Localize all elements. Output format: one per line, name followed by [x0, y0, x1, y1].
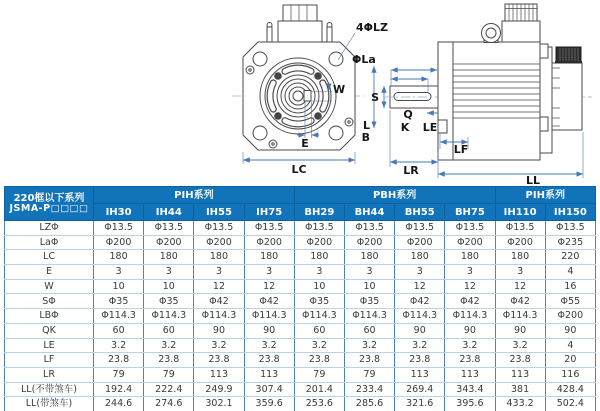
model-column-header: BH44	[344, 204, 394, 221]
spec-cell: Φ114.3	[395, 309, 445, 324]
spec-cell: 79	[144, 367, 194, 382]
spec-cell: Φ200	[344, 235, 394, 250]
spec-table	[4, 186, 596, 411]
spec-cell: 60	[144, 323, 194, 338]
spec-cell: Φ42	[495, 294, 545, 309]
spec-cell: 3	[94, 265, 144, 280]
spec-cell: 180	[445, 250, 495, 265]
spec-cell: 16	[545, 279, 595, 294]
spec-cell: 60	[294, 323, 344, 338]
dim-label-pilot-l: L	[362, 119, 370, 132]
spec-cell: 116	[545, 367, 595, 382]
row-label: LL(带煞车)	[5, 397, 94, 411]
corner-header-line1: 220框以下系列	[13, 192, 85, 204]
row-label: LaΦ	[5, 235, 94, 250]
spec-cell: Φ13.5	[445, 221, 495, 236]
spec-cell: 113	[194, 367, 244, 382]
table-row	[5, 367, 596, 382]
spec-cell: 12	[395, 279, 445, 294]
spec-cell: 10	[94, 279, 144, 294]
spec-cell: 90	[194, 323, 244, 338]
spec-cell: 274.6	[144, 397, 194, 411]
spec-cell: Φ35	[294, 294, 344, 309]
spec-cell: 4	[545, 265, 595, 280]
spec-cell: 285.6	[344, 397, 394, 411]
row-label: LC	[5, 250, 94, 265]
spec-cell: 12	[495, 279, 545, 294]
spec-table-header	[5, 187, 596, 221]
table-row	[5, 338, 596, 353]
table-row	[5, 323, 596, 338]
spec-cell: Φ35	[344, 294, 394, 309]
spec-cell: 90	[445, 323, 495, 338]
table-row	[5, 235, 596, 250]
spec-cell: Φ42	[244, 294, 294, 309]
spec-cell: 220	[545, 250, 595, 265]
table-row	[5, 353, 596, 368]
series-group-header: PIH系列	[495, 187, 596, 204]
header-model-row	[5, 204, 596, 221]
dim-label-flange-le: LE	[422, 121, 438, 134]
spec-cell: Φ13.5	[144, 221, 194, 236]
spec-cell: 395.6	[445, 397, 495, 411]
model-column-header: IH55	[194, 204, 244, 221]
spec-cell: Φ114.3	[445, 309, 495, 324]
row-label: W	[5, 279, 94, 294]
spec-cell: 20	[545, 353, 595, 368]
spec-cell: 113	[445, 367, 495, 382]
shaft-keyway	[304, 91, 311, 102]
spec-cell: Φ13.5	[294, 221, 344, 236]
dim-label-keyway-width: W	[333, 83, 346, 96]
row-label: LE	[5, 338, 94, 353]
row-label: LBΦ	[5, 309, 94, 324]
spec-cell: 3	[144, 265, 194, 280]
model-column-header: IH75	[244, 204, 294, 221]
spec-cell: 12	[445, 279, 495, 294]
spec-cell: 23.8	[94, 353, 144, 368]
spec-cell: 3	[445, 265, 495, 280]
table-row	[5, 397, 596, 411]
row-label: QK	[5, 323, 94, 338]
corner-header-cell	[5, 187, 94, 221]
dim-label-shaft-len: LR	[403, 164, 419, 177]
spec-cell: 4	[545, 338, 595, 353]
dim-label-flange-pilot: ΦLa	[352, 53, 376, 66]
spec-cell: 3	[244, 265, 294, 280]
spec-cell: 3	[395, 265, 445, 280]
spec-cell: Φ13.5	[94, 221, 144, 236]
spec-cell: 269.4	[395, 382, 445, 397]
spec-cell: Φ200	[545, 309, 595, 324]
spec-cell: 10	[144, 279, 194, 294]
spec-cell: Φ114.3	[194, 309, 244, 324]
spec-cell: 359.6	[244, 397, 294, 411]
table-row	[5, 250, 596, 265]
spec-cell: Φ200	[194, 235, 244, 250]
spec-cell: 90	[244, 323, 294, 338]
row-label: LF	[5, 353, 94, 368]
spec-cell: 302.1	[194, 397, 244, 411]
dim-label-keyway-offset: E	[301, 137, 309, 150]
spec-cell: 12	[244, 279, 294, 294]
spec-cell: Φ35	[94, 294, 144, 309]
spec-cell: 3.2	[395, 338, 445, 353]
row-label: E	[5, 265, 94, 280]
spec-cell: 3.2	[445, 338, 495, 353]
motor-dimension-drawing	[0, 0, 600, 186]
spec-cell: 79	[294, 367, 344, 382]
dim-label-key-k: K	[400, 121, 410, 134]
table-row	[5, 382, 596, 397]
spec-cell: 180	[194, 250, 244, 265]
spec-cell: 222.4	[144, 382, 194, 397]
spec-cell: 3.2	[94, 338, 144, 353]
corner-header-line2: JSMA-P□□□□	[9, 202, 89, 214]
spec-cell: 10	[344, 279, 394, 294]
spec-cell: Φ13.5	[194, 221, 244, 236]
dim-label-flange-size: LC	[291, 163, 307, 176]
model-column-header: IH150	[545, 204, 595, 221]
spec-cell: 3.2	[144, 338, 194, 353]
model-column-header: BH75	[445, 204, 495, 221]
spec-cell: 79	[344, 367, 394, 382]
power-connector-side	[502, 4, 540, 42]
dim-label-flange-lf: LF	[453, 143, 469, 156]
spec-cell: 3	[194, 265, 244, 280]
spec-cell: 180	[244, 250, 294, 265]
spec-cell: 90	[495, 323, 545, 338]
encoder-connector	[555, 47, 582, 64]
spec-cell: Φ114.3	[94, 309, 144, 324]
spec-cell: 180	[395, 250, 445, 265]
model-column-header: BH29	[294, 204, 344, 221]
spec-cell: Φ13.5	[545, 221, 595, 236]
spec-table-wrap	[4, 186, 596, 411]
spec-cell: 192.4	[94, 382, 144, 397]
spec-cell: 249.9	[194, 382, 244, 397]
eyebolt	[482, 24, 501, 43]
spec-cell: 3.2	[244, 338, 294, 353]
table-row	[5, 221, 596, 236]
spec-cell: 23.8	[495, 353, 545, 368]
spec-cell: Φ13.5	[344, 221, 394, 236]
spec-cell: 180	[94, 250, 144, 265]
spec-cell: 343.4	[445, 382, 495, 397]
spec-cell: Φ13.5	[244, 221, 294, 236]
row-label: SΦ	[5, 294, 94, 309]
spec-cell: 307.4	[244, 382, 294, 397]
spec-cell: 180	[344, 250, 394, 265]
spec-cell: 10	[294, 279, 344, 294]
spec-cell: 23.8	[445, 353, 495, 368]
spec-cell: Φ235	[545, 235, 595, 250]
spec-cell: 113	[395, 367, 445, 382]
spec-cell: Φ114.3	[294, 309, 344, 324]
dim-label-total-len: LL	[525, 174, 541, 186]
table-row	[5, 309, 596, 324]
spec-cell: 60	[344, 323, 394, 338]
spec-cell: 90	[545, 323, 595, 338]
spec-cell: Φ114.3	[244, 309, 294, 324]
front-view	[232, 5, 388, 176]
row-label: LZΦ	[5, 221, 94, 236]
spec-cell: Φ200	[445, 235, 495, 250]
spec-cell: Φ55	[545, 294, 595, 309]
spec-cell: 3	[495, 265, 545, 280]
model-column-header: BH55	[395, 204, 445, 221]
row-label: LL(不带煞车)	[5, 382, 94, 397]
series-group-header: PBH系列	[294, 187, 495, 204]
spec-cell: 233.4	[344, 382, 394, 397]
spec-cell: 502.4	[545, 397, 595, 411]
dim-label-shaft-dia: S	[371, 91, 379, 104]
spec-cell: Φ114.3	[144, 309, 194, 324]
spec-cell: Φ42	[395, 294, 445, 309]
spec-cell: 180	[495, 250, 545, 265]
spec-cell: Φ200	[244, 235, 294, 250]
spec-cell: 3	[344, 265, 394, 280]
spec-table-body	[5, 221, 596, 411]
spec-cell: 3.2	[344, 338, 394, 353]
spec-cell: 60	[94, 323, 144, 338]
spec-cell: 3.2	[294, 338, 344, 353]
spec-cell: 23.8	[194, 353, 244, 368]
spec-cell: 201.4	[294, 382, 344, 397]
spec-cell: 23.8	[244, 353, 294, 368]
spec-cell: Φ200	[94, 235, 144, 250]
spec-cell: Φ200	[495, 235, 545, 250]
spec-cell: Φ200	[395, 235, 445, 250]
spec-cell: 433.2	[495, 397, 545, 411]
spec-cell: 90	[395, 323, 445, 338]
spec-cell: 180	[294, 250, 344, 265]
table-row	[5, 265, 596, 280]
series-group-header: PIH系列	[94, 187, 295, 204]
spec-cell: 113	[495, 367, 545, 382]
model-column-header: IH30	[94, 204, 144, 221]
spec-cell: 113	[244, 367, 294, 382]
header-group-row	[5, 187, 596, 204]
spec-cell: Φ200	[144, 235, 194, 250]
dim-label-key-q: Q	[403, 108, 413, 121]
dim-label-bolt-holes: 4ΦLZ	[356, 21, 388, 34]
spec-cell: 23.8	[294, 353, 344, 368]
spec-cell: Φ35	[144, 294, 194, 309]
spec-cell: Φ13.5	[395, 221, 445, 236]
spec-cell: 12	[194, 279, 244, 294]
spec-cell: 253.6	[294, 397, 344, 411]
table-row	[5, 279, 596, 294]
dim-label-pilot-b: B	[361, 131, 370, 144]
spec-cell: 23.8	[344, 353, 394, 368]
spec-cell: 381	[495, 382, 545, 397]
spec-cell: Φ42	[194, 294, 244, 309]
encoder	[552, 63, 582, 130]
spec-cell: 180	[144, 250, 194, 265]
spec-cell: Φ114.3	[344, 309, 394, 324]
spec-cell: 321.6	[395, 397, 445, 411]
model-column-header: IH44	[144, 204, 194, 221]
spec-cell: 3.2	[495, 338, 545, 353]
spec-cell: 23.8	[144, 353, 194, 368]
model-column-header: IH110	[495, 204, 545, 221]
spec-cell: 3	[294, 265, 344, 280]
power-connector-front	[267, 5, 332, 42]
spec-cell: 244.6	[94, 397, 144, 411]
spec-cell: 428.4	[545, 382, 595, 397]
spec-cell: Φ200	[294, 235, 344, 250]
spec-cell: 79	[94, 367, 144, 382]
spec-cell: Φ114.3	[495, 309, 545, 324]
spec-cell: Φ13.5	[495, 221, 545, 236]
table-row	[5, 294, 596, 309]
row-label: LR	[5, 367, 94, 382]
spec-cell: 3.2	[194, 338, 244, 353]
rear-housing	[540, 47, 552, 153]
spec-cell: 23.8	[395, 353, 445, 368]
spec-cell: Φ42	[445, 294, 495, 309]
